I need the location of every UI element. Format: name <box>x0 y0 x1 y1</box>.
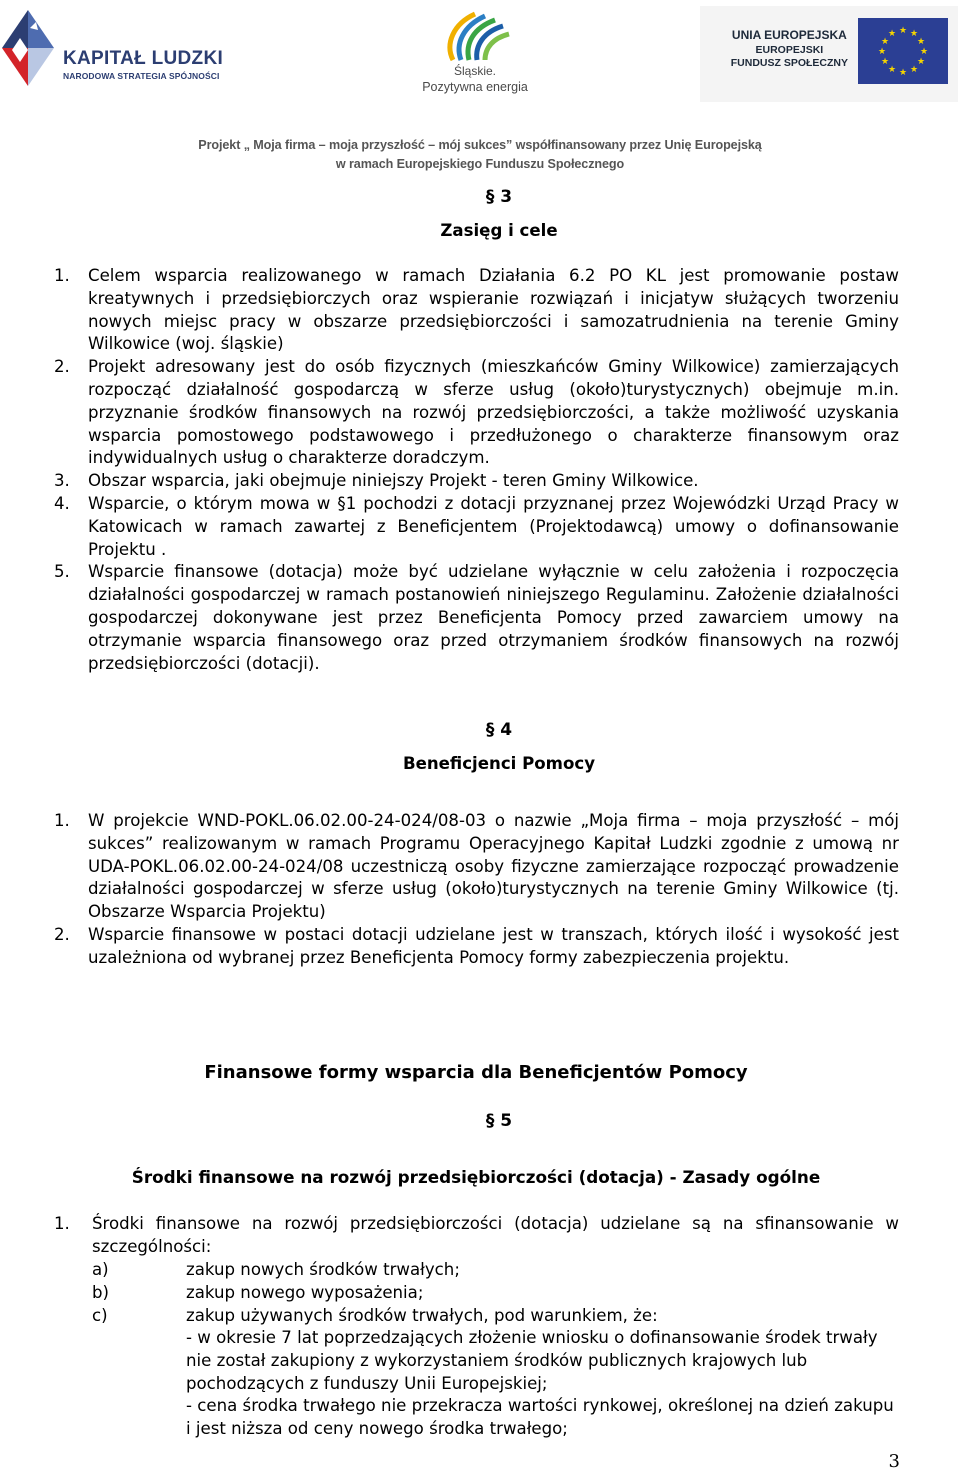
list-item <box>54 561 899 675</box>
slaskie-emblem-icon <box>435 4 515 66</box>
finance-heading: Finansowe formy wsparcia dla Beneficjentów Pomocy <box>204 1062 748 1083</box>
svg-text:★: ★ <box>880 57 890 67</box>
list-item <box>54 1213 899 1259</box>
section5-heading: § 5 <box>485 1111 513 1131</box>
svg-text:★: ★ <box>919 47 929 57</box>
section5-list <box>54 1213 899 1259</box>
svg-text:★: ★ <box>887 65 897 75</box>
section4-title: Beneficjenci Pomocy <box>402 754 596 773</box>
sublist-item <box>92 1305 899 1328</box>
list-item <box>54 356 899 470</box>
list-item-number: 3. <box>54 471 70 491</box>
eu-flag-icon <box>858 18 948 84</box>
svg-text:★: ★ <box>887 29 897 39</box>
slaskie-logo <box>405 2 545 102</box>
sublist-item <box>92 1259 899 1282</box>
svg-text:★: ★ <box>877 47 887 57</box>
section4-list <box>54 810 899 970</box>
eu-text-line1: UNIA EUROPEJSKA <box>731 28 847 42</box>
sublist-item-letter: a) <box>92 1260 109 1279</box>
list-item-number: 5. <box>54 562 70 582</box>
section3-title: Zasięg i cele <box>440 221 558 240</box>
list-item-number: 1. <box>54 266 70 285</box>
svg-text:★: ★ <box>898 68 908 78</box>
section5-conditions <box>186 1327 896 1441</box>
svg-text:★: ★ <box>916 57 926 67</box>
eu-text <box>731 28 848 69</box>
section4-heading: § 4 <box>485 720 513 740</box>
list-item-number: 1. <box>54 1214 70 1233</box>
sublist-item-text: zakup używanych środków trwałych, pod warunkiem, że: <box>186 1305 658 1325</box>
list-item <box>54 810 899 924</box>
list-item-text: Celem wsparcia realizowanego w ramach Działania 6.2 PO KL jest promowanie postaw kreatywnych i przedsiębiorczych oraz wspieranie rozwiązań i inicjatyw służących tworzeniu nowych miejsc pracy w obszarze przedsiębiorczości i samozatrudnienia na terenie Gminy Wilkowice (woj. śląskie) <box>88 266 899 354</box>
list-item-text: Wsparcie finansowe w postaci dotacji udzielane jest w transzach, których ilość i wysokość jest uzależniona od wybranej przez Beneficjenta Pomocy formy zabezpieczenia projektu. <box>88 924 899 967</box>
section3-heading: § 3 <box>485 187 513 207</box>
list-item <box>54 265 899 356</box>
sublist-item-letter: b) <box>92 1282 110 1302</box>
list-item-text: Wsparcie, o którym mowa w §1 pochodzi z dotacji przyznanej przez Wojewódzki Urząd Pracy w Katowicach w ramach zawartej z Beneficjentem (Projektodawcą) umowy o dofinansowanie Projektu . <box>88 493 899 559</box>
sublist-item-text: zakup nowych środków trwałych; <box>186 1260 460 1279</box>
eu-text-line3: FUNDUSZ SPOŁECZNY <box>730 57 848 69</box>
project-line-1: Projekt „ Moja firma – moja przyszłość – mój sukces” współfinansowany przez Unię Europejską <box>198 138 762 152</box>
list-item-number: 1. <box>54 811 70 830</box>
svg-text:★: ★ <box>916 37 926 47</box>
page-number: 3 <box>888 1451 900 1472</box>
list-item-text: Wsparcie finansowe (dotacja) może być udzielane wyłącznie w celu założenia i rozpoczęcia działalności gospodarczej w ramach postanowień niniejszego Regulaminu. Założenie działalności gospodarczej dokonywane jest przez Beneficjenta Pomocy przed zawarciem umowy na otrzymanie wsparcia finansowego oraz przed otrzymaniem środków finansowych na rozwój przedsiębiorczości (dotacji). <box>88 562 899 673</box>
list-item-text: Obszar wsparcia, jaki obejmuje niniejszy Projekt - teren Gminy Wilkowice. <box>88 471 699 491</box>
svg-text:★: ★ <box>909 29 919 39</box>
slaskie-slogan: Pozytywna energia <box>422 80 528 94</box>
list-item-text: W projekcie WND-POKL.06.02.00-24-024/08-03 o nazwie „Moja firma – moja przyszłość – mój sukces” realizowanym w ramach Programu Operacyjnego Kapitał Ludzki zgodnie z umową nr UDA-POKL.06.02.00-24-024/08 uczestniczą osoby fizyczne zamierzające rozpocząć prowadzenie działalności gospodarczej w sferze usług (około)turystycznych na terenie Gminy Wilkowice (tj. Obszarze Wsparcia Projektu) <box>88 811 899 922</box>
list-item <box>54 470 899 493</box>
condition-item: - w okresie 7 lat poprzedzających złożenie wniosku o dofinansowanie środek trwały nie został zakupiony z wykorzystaniem środków publicznych krajowych lub pochodzących z funduszy Unii Europejskiej; <box>186 1328 878 1393</box>
list-item-text: Środki finansowe na rozwój przedsiębiorczości (dotacja) udzielane są na sfinansowanie w szczególności: <box>92 1214 899 1256</box>
kapital-ludzki-subtitle: NARODOWA STRATEGIA SPÓJNOŚCI <box>63 71 220 81</box>
sublist-item <box>92 1282 899 1305</box>
section5-title: Środki finansowe na rozwój przedsiębiorczości (dotacja) - Zasady ogólne <box>131 1167 821 1187</box>
svg-text:★: ★ <box>880 37 890 47</box>
list-item-number: 2. <box>54 924 70 944</box>
list-item <box>54 493 899 561</box>
kapital-ludzki-emblem-icon <box>0 8 60 88</box>
kapital-ludzki-logo <box>0 8 245 88</box>
svg-text:★: ★ <box>909 65 919 75</box>
list-item <box>54 924 899 970</box>
svg-text:★: ★ <box>898 26 908 36</box>
slaskie-name: Śląskie. <box>453 64 497 78</box>
section5-sublist <box>92 1259 899 1327</box>
eu-text-line2: EUROPEJSKI <box>755 44 824 56</box>
kapital-ludzki-name: KAPITAŁ LUDZKI <box>63 48 224 69</box>
list-item-text: Projekt adresowany jest do osób fizycznych (mieszkańców Gminy Wilkowice) zamierzających rozpocząć działalność gospodarczą w sferze usług (około)turystycznych) obejmuje m.in. przyznanie środków finansowych na rozwój przedsiębiorczości, a także możliwość uzyskania wsparcia pomostowego podstawowego i przedłużonego o charakterze finansowym oraz indywidualnych usług o charakterze doradczym. <box>88 357 899 468</box>
project-line-2: w ramach Europejskiego Funduszu Społecznego <box>335 157 625 171</box>
list-item-number: 2. <box>54 357 70 377</box>
sublist-item-text: zakup nowego wyposażenia; <box>186 1282 424 1302</box>
condition-item: - cena środka trwałego nie przekracza wartości rynkowej, określonej na dzień zakupu i jest niższa od ceny nowego środka trwałego; <box>186 1396 894 1439</box>
sublist-item-letter: c) <box>92 1305 108 1325</box>
list-item-number: 4. <box>54 493 70 513</box>
section3-list <box>54 265 899 675</box>
eu-logo <box>700 6 958 102</box>
